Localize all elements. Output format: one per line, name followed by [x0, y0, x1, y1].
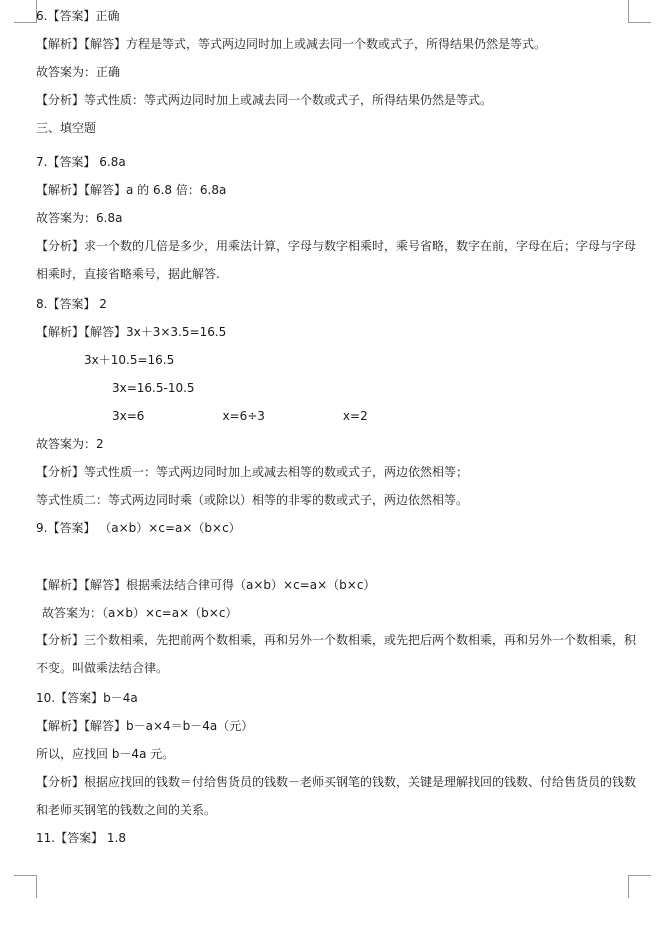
- section-heading: 三、填空题: [36, 121, 97, 135]
- q7-answer: 7.【答案】 6.8a: [36, 155, 126, 169]
- q8-step-1: 3x＋10.5=16.5: [84, 353, 175, 367]
- q6-analysis: 【分析】等式性质：等式两边同时加上或减去同一个数或式子，所得结果仍然是等式。: [36, 93, 493, 107]
- crop-mark-bottom-right: [628, 875, 651, 898]
- crop-mark-top-left: [14, 0, 37, 23]
- q9-conclusion: 故答案为：（a×b）×c=a×（b×c）: [42, 606, 238, 620]
- q8-solution: 【解析】【解答】3x＋3×3.5=16.5: [36, 325, 227, 339]
- q10-analysis: 【分析】根据应找回的钱数＝付给售货员的钱数－老师买钢笔的钱数，关键是理解找回的钱数、付给售货员的钱数和老师买钢笔的钱数之间的关系。: [36, 775, 637, 817]
- q8-step-2: 3x=16.5-10.5: [112, 381, 195, 395]
- q8-analysis-1: 【分析】等式性质一：等式两边同时加上或减去相等的数或式子，两边依然相等；: [36, 465, 469, 479]
- q7-analysis: 【分析】求一个数的几倍是多少，用乘法计算，字母与数字相乘时，乘号省略，数字在前，字母在后；字母与字母相乘时，直接省略乘号，据此解答.: [36, 239, 637, 281]
- q8-analysis-2: 等式性质二：等式两边同时乘（或除以）相等的非零的数或式子，两边依然相等。: [36, 493, 469, 507]
- q9-answer: 9.【答案】 （a×b）×c=a×（b×c）: [36, 521, 241, 535]
- q10-answer: 10.【答案】b－4a: [36, 691, 138, 705]
- q8-answer: 8.【答案】 2: [36, 297, 107, 311]
- q6-conclusion: 故答案为：正确: [36, 65, 121, 79]
- q10-conclusion: 所以，应找回 b－4a 元。: [36, 747, 175, 761]
- q7-conclusion: 故答案为：6.8a: [36, 211, 123, 225]
- q9-solution: 【解析】【解答】根据乘法结合律可得（a×b）×c=a×（b×c）: [36, 578, 376, 592]
- q10-solution: 【解析】【解答】b－a×4＝b－4a（元）: [36, 719, 254, 733]
- q9-analysis: 【分析】三个数相乘，先把前两个数相乘，再和另外一个数相乘，或先把后两个数相乘，再和另外一个数相乘，积不变。叫做乘法结合律。: [36, 633, 637, 675]
- q8-step-3b: x=6÷3: [222, 409, 265, 423]
- q8-step-3c: x=2: [342, 409, 368, 423]
- q8-step-3a: 3x=6: [112, 409, 145, 423]
- q8-conclusion: 故答案为：2: [36, 437, 104, 451]
- q6-solution: 【解析】【解答】方程是等式，等式两边同时加上或减去同一个数或式子，所得结果仍然是等式。: [36, 37, 547, 51]
- q6-answer: 6.【答案】正确: [36, 9, 120, 23]
- crop-mark-bottom-left: [14, 875, 37, 898]
- q7-solution: 【解析】【解答】a 的 6.8 倍：6.8a: [36, 183, 227, 197]
- q8-step-3: [112, 408, 637, 424]
- q11-answer: 11.【答案】 1.8: [36, 831, 126, 845]
